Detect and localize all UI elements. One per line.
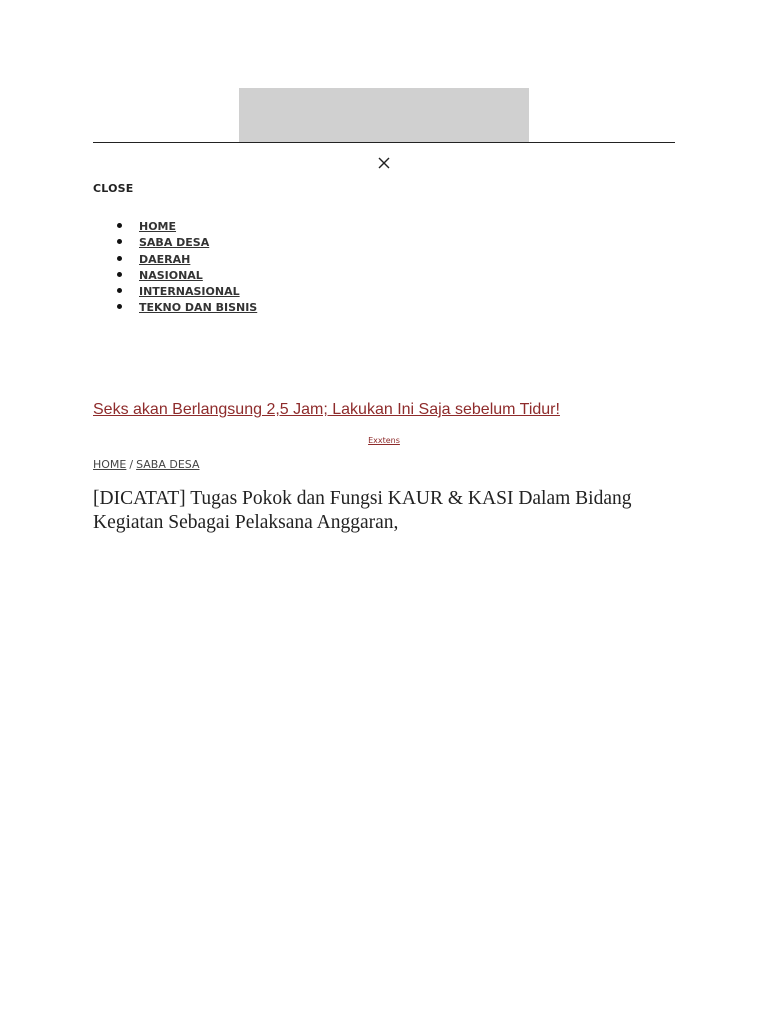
nav-link-tekno-dan-bisnis[interactable]: TEKNO DAN BISNIS: [139, 301, 258, 315]
nav-item-nasional: [93, 266, 257, 282]
breadcrumb-home-link[interactable]: HOME: [93, 458, 127, 471]
sponsor-row: [0, 436, 768, 445]
bullet-icon: [117, 239, 122, 244]
header-divider: [93, 142, 675, 143]
nav-link-daerah[interactable]: DAERAH: [139, 252, 191, 266]
main-nav-menu: [93, 217, 257, 315]
breadcrumb: [93, 458, 200, 471]
nav-link-nasional[interactable]: NASIONAL: [139, 268, 203, 282]
nav-item-internasional: [93, 282, 257, 298]
bullet-icon: [117, 288, 122, 293]
nav-link-internasional[interactable]: INTERNASIONAL: [139, 285, 240, 299]
nav-link-saba-desa[interactable]: SABA DESA: [139, 236, 210, 250]
bullet-icon: [117, 304, 122, 309]
bullet-icon: [117, 272, 122, 277]
nav-item-tekno-dan-bisnis: [93, 298, 257, 314]
nav-link-home[interactable]: HOME: [139, 220, 177, 233]
close-icon[interactable]: [374, 153, 394, 173]
breadcrumb-separator: /: [129, 458, 134, 471]
promo-headline-link[interactable]: Seks akan Berlangsung 2,5 Jam; Lakukan Ini Saja sebelum Tidur!: [93, 401, 560, 418]
sponsor-link[interactable]: Exxtens: [368, 436, 400, 445]
bullet-icon: [117, 223, 122, 228]
nav-item-saba-desa: [93, 233, 257, 249]
nav-item-home: [93, 217, 257, 233]
bullet-icon: [117, 256, 122, 261]
article-title: [DICATAT] Tugas Pokok dan Fungsi KAUR & KASI Dalam Bidang Kegiatan Sebagai Pelaksana Anggaran,: [93, 488, 632, 533]
breadcrumb-category-link[interactable]: SABA DESA: [136, 458, 200, 471]
site-logo-placeholder[interactable]: [239, 88, 529, 142]
nav-item-daerah: [93, 250, 257, 266]
close-menu-button[interactable]: CLOSE: [93, 182, 134, 195]
